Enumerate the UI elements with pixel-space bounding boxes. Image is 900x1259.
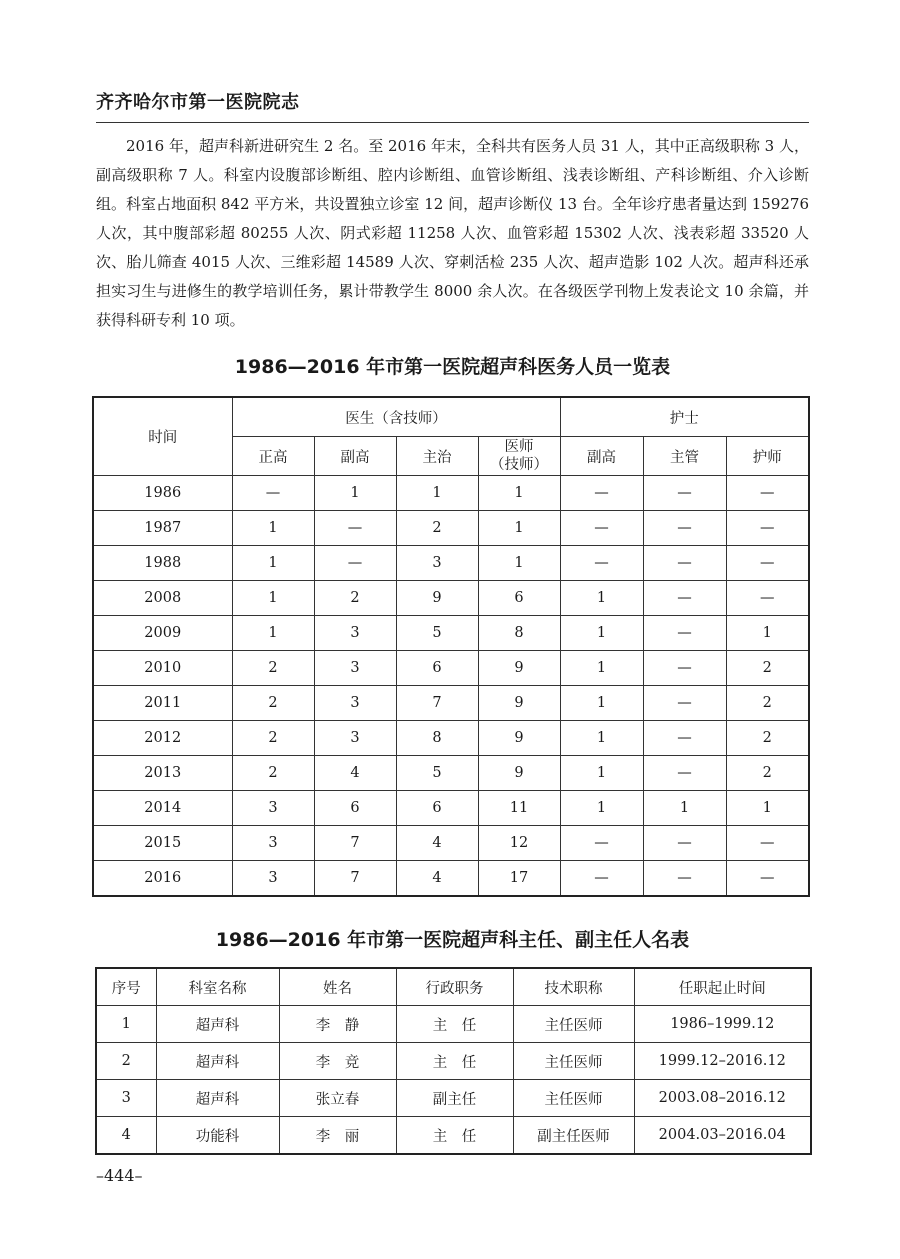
- count-cell: —: [643, 756, 726, 791]
- column-header: 技术职称: [513, 968, 634, 1006]
- doctor-col-header: 正高: [232, 437, 314, 476]
- count-cell: 2: [232, 651, 314, 686]
- count-cell: 1: [396, 476, 478, 511]
- table-cell: 超声科: [156, 1006, 279, 1043]
- table-cell: 2004.03–2016.04: [634, 1117, 811, 1155]
- count-cell: 1: [314, 476, 396, 511]
- table-cell: 超声科: [156, 1043, 279, 1080]
- count-cell: —: [643, 826, 726, 861]
- count-cell: —: [726, 476, 809, 511]
- table-row: [93, 686, 809, 721]
- table-row: [96, 1080, 811, 1117]
- table-cell: 3: [96, 1080, 156, 1117]
- count-cell: —: [726, 581, 809, 616]
- count-cell: —: [560, 861, 643, 897]
- year-cell: 2016: [93, 861, 232, 897]
- table-row: [93, 546, 809, 581]
- count-cell: 4: [396, 861, 478, 897]
- table-cell: 1: [96, 1006, 156, 1043]
- director-table-title: 1986—2016 年市第一医院超声科主任、副主任人名表: [215, 929, 690, 951]
- count-cell: 1: [643, 791, 726, 826]
- count-cell: —: [560, 511, 643, 546]
- doctor-col-header-line: 医师: [504, 439, 534, 455]
- nurse-col-header: 副高: [560, 437, 643, 476]
- table-cell: 主 任: [396, 1117, 513, 1155]
- year-cell: 1988: [93, 546, 232, 581]
- year-cell: 2010: [93, 651, 232, 686]
- count-cell: 2: [232, 756, 314, 791]
- count-cell: —: [314, 546, 396, 581]
- table-cell: 副主任: [396, 1080, 513, 1117]
- running-header: 齐齐哈尔市第一医院院志: [96, 92, 300, 113]
- director-table-header-row: [96, 968, 811, 1006]
- count-cell: 1: [560, 616, 643, 651]
- doctor-group-header: 医生（含技师）: [232, 397, 560, 437]
- count-cell: 1: [560, 686, 643, 721]
- count-cell: 2: [314, 581, 396, 616]
- count-cell: 8: [478, 616, 560, 651]
- table-cell: 1999.12–2016.12: [634, 1043, 811, 1080]
- table-row: [93, 791, 809, 826]
- count-cell: 6: [396, 651, 478, 686]
- count-cell: 2: [726, 721, 809, 756]
- count-cell: 1: [478, 546, 560, 581]
- count-cell: 5: [396, 616, 478, 651]
- doctor-col-header: 主治: [396, 437, 478, 476]
- table-row: [93, 756, 809, 791]
- table-row: [93, 651, 809, 686]
- count-cell: 2: [396, 511, 478, 546]
- count-cell: 5: [396, 756, 478, 791]
- year-cell: 2012: [93, 721, 232, 756]
- count-cell: 17: [478, 861, 560, 897]
- table-cell: 张立春: [279, 1080, 396, 1117]
- count-cell: 7: [314, 861, 396, 897]
- count-cell: 8: [396, 721, 478, 756]
- table-row: [93, 861, 809, 897]
- table-cell: 主 任: [396, 1006, 513, 1043]
- column-header: 姓名: [279, 968, 396, 1006]
- count-cell: 3: [314, 686, 396, 721]
- count-cell: —: [643, 861, 726, 897]
- table-cell: 2: [96, 1043, 156, 1080]
- count-cell: 3: [232, 791, 314, 826]
- column-header: 序号: [96, 968, 156, 1006]
- count-cell: 3: [314, 721, 396, 756]
- table-cell: 李 丽: [279, 1117, 396, 1155]
- count-cell: 3: [232, 861, 314, 897]
- table-cell: 副主任医师: [513, 1117, 634, 1155]
- nurse-group-header: 护士: [560, 397, 809, 437]
- count-cell: 1: [560, 651, 643, 686]
- table-cell: 主 任: [396, 1043, 513, 1080]
- page-number: –444–: [96, 1166, 143, 1185]
- table-row: [93, 616, 809, 651]
- table-row: [93, 721, 809, 756]
- table-row: [96, 1043, 811, 1080]
- count-cell: 1: [560, 581, 643, 616]
- count-cell: 11: [478, 791, 560, 826]
- staff-table-body: [93, 476, 809, 897]
- count-cell: 3: [396, 546, 478, 581]
- count-cell: 9: [478, 686, 560, 721]
- nurse-col-header: 护师: [726, 437, 809, 476]
- count-cell: —: [232, 476, 314, 511]
- column-header: 任职起止时间: [634, 968, 811, 1006]
- staff-table: [92, 396, 810, 897]
- count-cell: —: [643, 721, 726, 756]
- year-cell: 2008: [93, 581, 232, 616]
- count-cell: 6: [478, 581, 560, 616]
- count-cell: 1: [726, 791, 809, 826]
- header-divider: [96, 122, 809, 123]
- count-cell: 7: [396, 686, 478, 721]
- count-cell: 1: [726, 616, 809, 651]
- count-cell: —: [314, 511, 396, 546]
- table-row: [96, 1117, 811, 1155]
- count-cell: —: [726, 511, 809, 546]
- table-cell: 李 静: [279, 1006, 396, 1043]
- count-cell: 2: [726, 686, 809, 721]
- table-cell: 主任医师: [513, 1006, 634, 1043]
- doctor-col-header: 副高: [314, 437, 396, 476]
- year-cell: 1986: [93, 476, 232, 511]
- count-cell: 7: [314, 826, 396, 861]
- count-cell: 1: [232, 546, 314, 581]
- count-cell: 9: [396, 581, 478, 616]
- count-cell: 1: [478, 511, 560, 546]
- count-cell: 1: [232, 511, 314, 546]
- doctor-col-header-line: （技师）: [490, 457, 548, 473]
- count-cell: —: [643, 651, 726, 686]
- time-header: 时间: [93, 397, 232, 476]
- count-cell: 9: [478, 756, 560, 791]
- count-cell: 6: [396, 791, 478, 826]
- table-cell: 主任医师: [513, 1043, 634, 1080]
- table-row: [93, 511, 809, 546]
- body-paragraph: 2016 年，超声科新进研究生 2 名。至 2016 年末，全科共有医务人员 31 人，其中正高级职称 3 人，副高级职称 7 人。科室内设腹部诊断组、腔内诊断组、血管诊断组、浅表诊断组、产科诊断组、介入诊断组。科室占地面积 842 平方米，共设置独立诊室 12 间，超声诊断仪 13 台。全年诊疗患者量达到 159276 人次，其中腹部彩超 80255 人次、阴式彩超 11258 人次、血管彩超 15302 人次、浅表彩超 33520 人次、胎儿筛查 4015 人次、三维彩超 14589 人次、穿刺活检 235 人次、超声造影 102 人次。超声科还承担实习生与进修生的教学培训任务，累计带教学生 8000 余人次。在各级医学刊物上发表论文 10 余篇，并获得科研专利 10 项。: [96, 137, 809, 329]
- count-cell: 1: [560, 791, 643, 826]
- year-cell: 2009: [93, 616, 232, 651]
- column-header: 行政职务: [396, 968, 513, 1006]
- count-cell: 1: [560, 756, 643, 791]
- count-cell: —: [643, 686, 726, 721]
- count-cell: —: [643, 476, 726, 511]
- count-cell: —: [643, 616, 726, 651]
- table-cell: 2003.08–2016.12: [634, 1080, 811, 1117]
- director-table-body: [96, 1006, 811, 1155]
- table-cell: 1986–1999.12: [634, 1006, 811, 1043]
- count-cell: 2: [232, 721, 314, 756]
- count-cell: —: [643, 546, 726, 581]
- year-cell: 2014: [93, 791, 232, 826]
- count-cell: 3: [314, 651, 396, 686]
- table-cell: 主任医师: [513, 1080, 634, 1117]
- table-cell: 李 竞: [279, 1043, 396, 1080]
- staff-table-title: 1986—2016 年市第一医院超声科医务人员一览表: [234, 356, 671, 378]
- nurse-col-header: 主管: [643, 437, 726, 476]
- count-cell: —: [726, 826, 809, 861]
- count-cell: —: [726, 546, 809, 581]
- count-cell: 1: [232, 581, 314, 616]
- table-cell: 4: [96, 1117, 156, 1155]
- count-cell: —: [560, 476, 643, 511]
- column-header: 科室名称: [156, 968, 279, 1006]
- year-cell: 1987: [93, 511, 232, 546]
- table-row: [93, 581, 809, 616]
- count-cell: 2: [726, 756, 809, 791]
- count-cell: —: [560, 546, 643, 581]
- count-cell: 6: [314, 791, 396, 826]
- count-cell: 12: [478, 826, 560, 861]
- count-cell: —: [560, 826, 643, 861]
- doctor-col-header: [478, 437, 560, 476]
- table-cell: 超声科: [156, 1080, 279, 1117]
- count-cell: 2: [726, 651, 809, 686]
- count-cell: 3: [232, 826, 314, 861]
- count-cell: 4: [396, 826, 478, 861]
- count-cell: —: [643, 511, 726, 546]
- director-table: [95, 967, 812, 1155]
- count-cell: 9: [478, 721, 560, 756]
- year-cell: 2015: [93, 826, 232, 861]
- count-cell: 1: [478, 476, 560, 511]
- count-cell: 3: [314, 616, 396, 651]
- year-cell: 2013: [93, 756, 232, 791]
- count-cell: 9: [478, 651, 560, 686]
- year-cell: 2011: [93, 686, 232, 721]
- table-cell: 功能科: [156, 1117, 279, 1155]
- count-cell: —: [726, 861, 809, 897]
- count-cell: —: [643, 581, 726, 616]
- table-row: [93, 476, 809, 511]
- table-row: [93, 826, 809, 861]
- table-row: [96, 1006, 811, 1043]
- count-cell: 1: [232, 616, 314, 651]
- count-cell: 4: [314, 756, 396, 791]
- count-cell: 1: [560, 721, 643, 756]
- count-cell: 2: [232, 686, 314, 721]
